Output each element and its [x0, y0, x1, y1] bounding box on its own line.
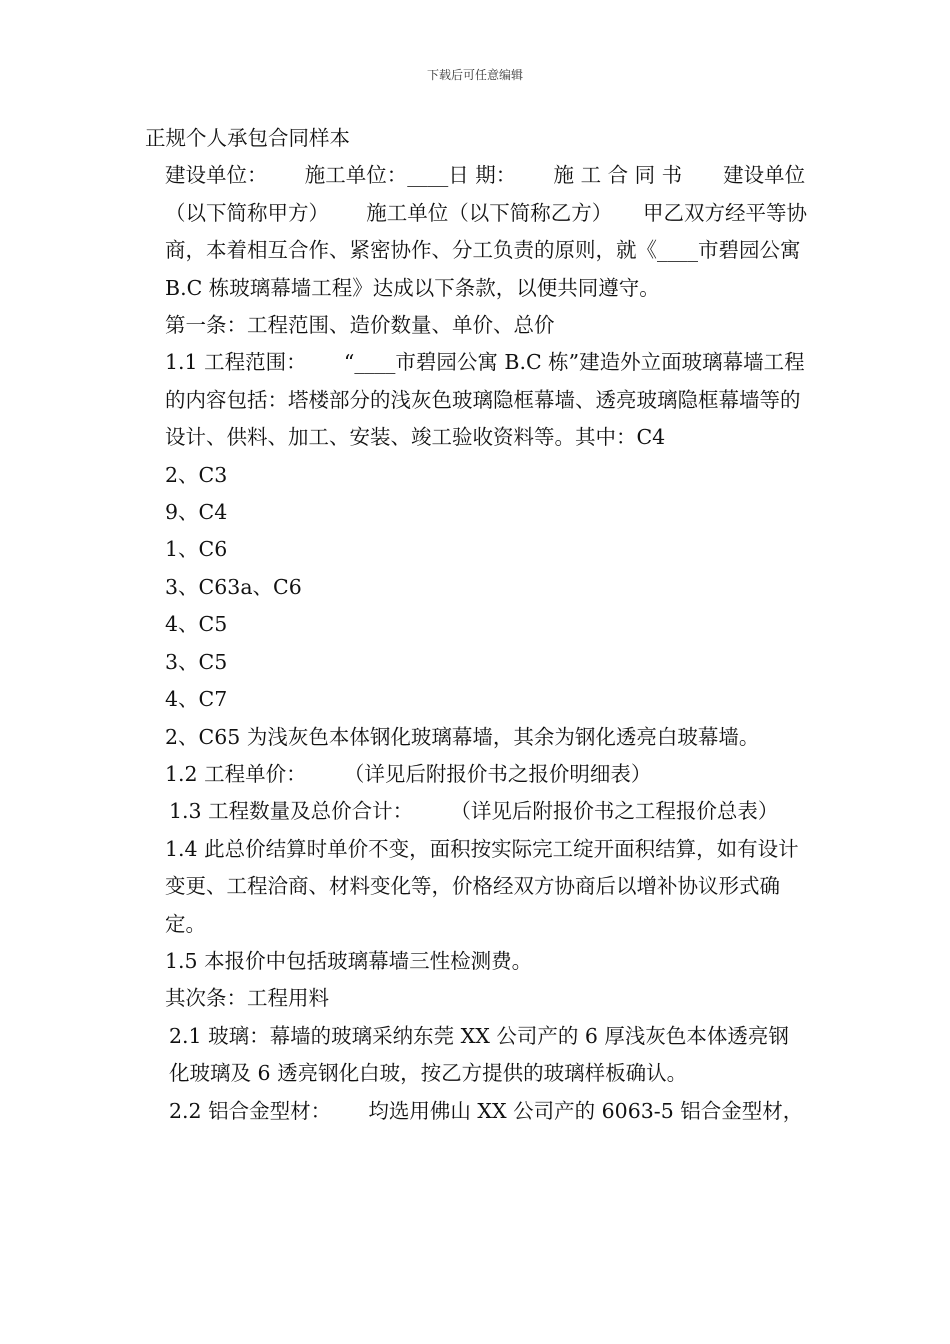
- paragraph-2-1: 2.1 玻璃：幕墙的玻璃采纳东莞 XX 公司产的 6 厚浅灰色本体透亮钢化玻璃及 6 透亮钢化白玻，按乙方提供的玻璃样板确认。: [169, 1023, 789, 1086]
- paragraph-1-2: 1.2 工程单价： （详见后附报价书之报价明细表）: [165, 761, 652, 786]
- paragraph-2-2: 2.2 铝合金型材： 均选用佛山 XX 公司产的 6063-5 铝合金型材，: [169, 1098, 804, 1123]
- paragraph-intro: 建设单位： 施工单位：____日 期： 施 工 合 同 书 建设单位（以下简称甲方） 施工单位（以下简称乙方） 甲乙双方经平等协商，本着相互合作、紧密协作、分工负责的原则，就《____市碧园公寓 B.C 栋玻璃幕墙工程》达成以下条款，以便共同遵守。: [165, 163, 808, 300]
- page-header: 下载后可任意编辑: [426, 68, 523, 82]
- document-body: [145, 120, 809, 1130]
- paragraph-article-2: 其次条：工程用料: [165, 986, 329, 1011]
- list-item: 4、C7: [165, 687, 228, 712]
- paragraph-c65: 2、C65 为浅灰色本体钢化玻璃幕墙，其余为钢化透亮白玻幕墙。: [165, 724, 760, 749]
- paragraph-1-1: 1.1 工程范围： “____市碧园公寓 B.C 栋”建造外立面玻璃幕墙工程的内容包括：塔楼部分的浅灰色玻璃隐框幕墙、透亮玻璃隐框幕墙等的设计、供料、加工、安装、竣工验收资料等。其中：C4: [165, 350, 805, 450]
- list-item: 1、C6: [165, 537, 228, 562]
- paragraph-article-1: 第一条：工程范围、造价数量、单价、总价: [165, 313, 555, 338]
- paragraph-1-4: 1.4 此总价结算时单价不变，面积按实际完工绽开面积结算，如有设计变更、工程洽商、材料变化等，价格经双方协商后以增补协议形式确定。: [165, 836, 799, 936]
- document-title: 正规个人承包合同样本: [145, 126, 350, 150]
- list-item: 2、C3: [165, 462, 228, 487]
- paragraph-1-3: 1.3 工程数量及总价合计： （详见后附报价书之工程报价总表）: [169, 799, 779, 824]
- list-item: 3、C63a、C6: [165, 574, 302, 599]
- list-item: 9、C4: [165, 500, 228, 525]
- paragraph-1-5: 1.5 本报价中包括玻璃幕墙三性检测费。: [165, 948, 533, 973]
- list-item: 4、C5: [165, 612, 228, 637]
- list-item: 3、C5: [165, 649, 228, 674]
